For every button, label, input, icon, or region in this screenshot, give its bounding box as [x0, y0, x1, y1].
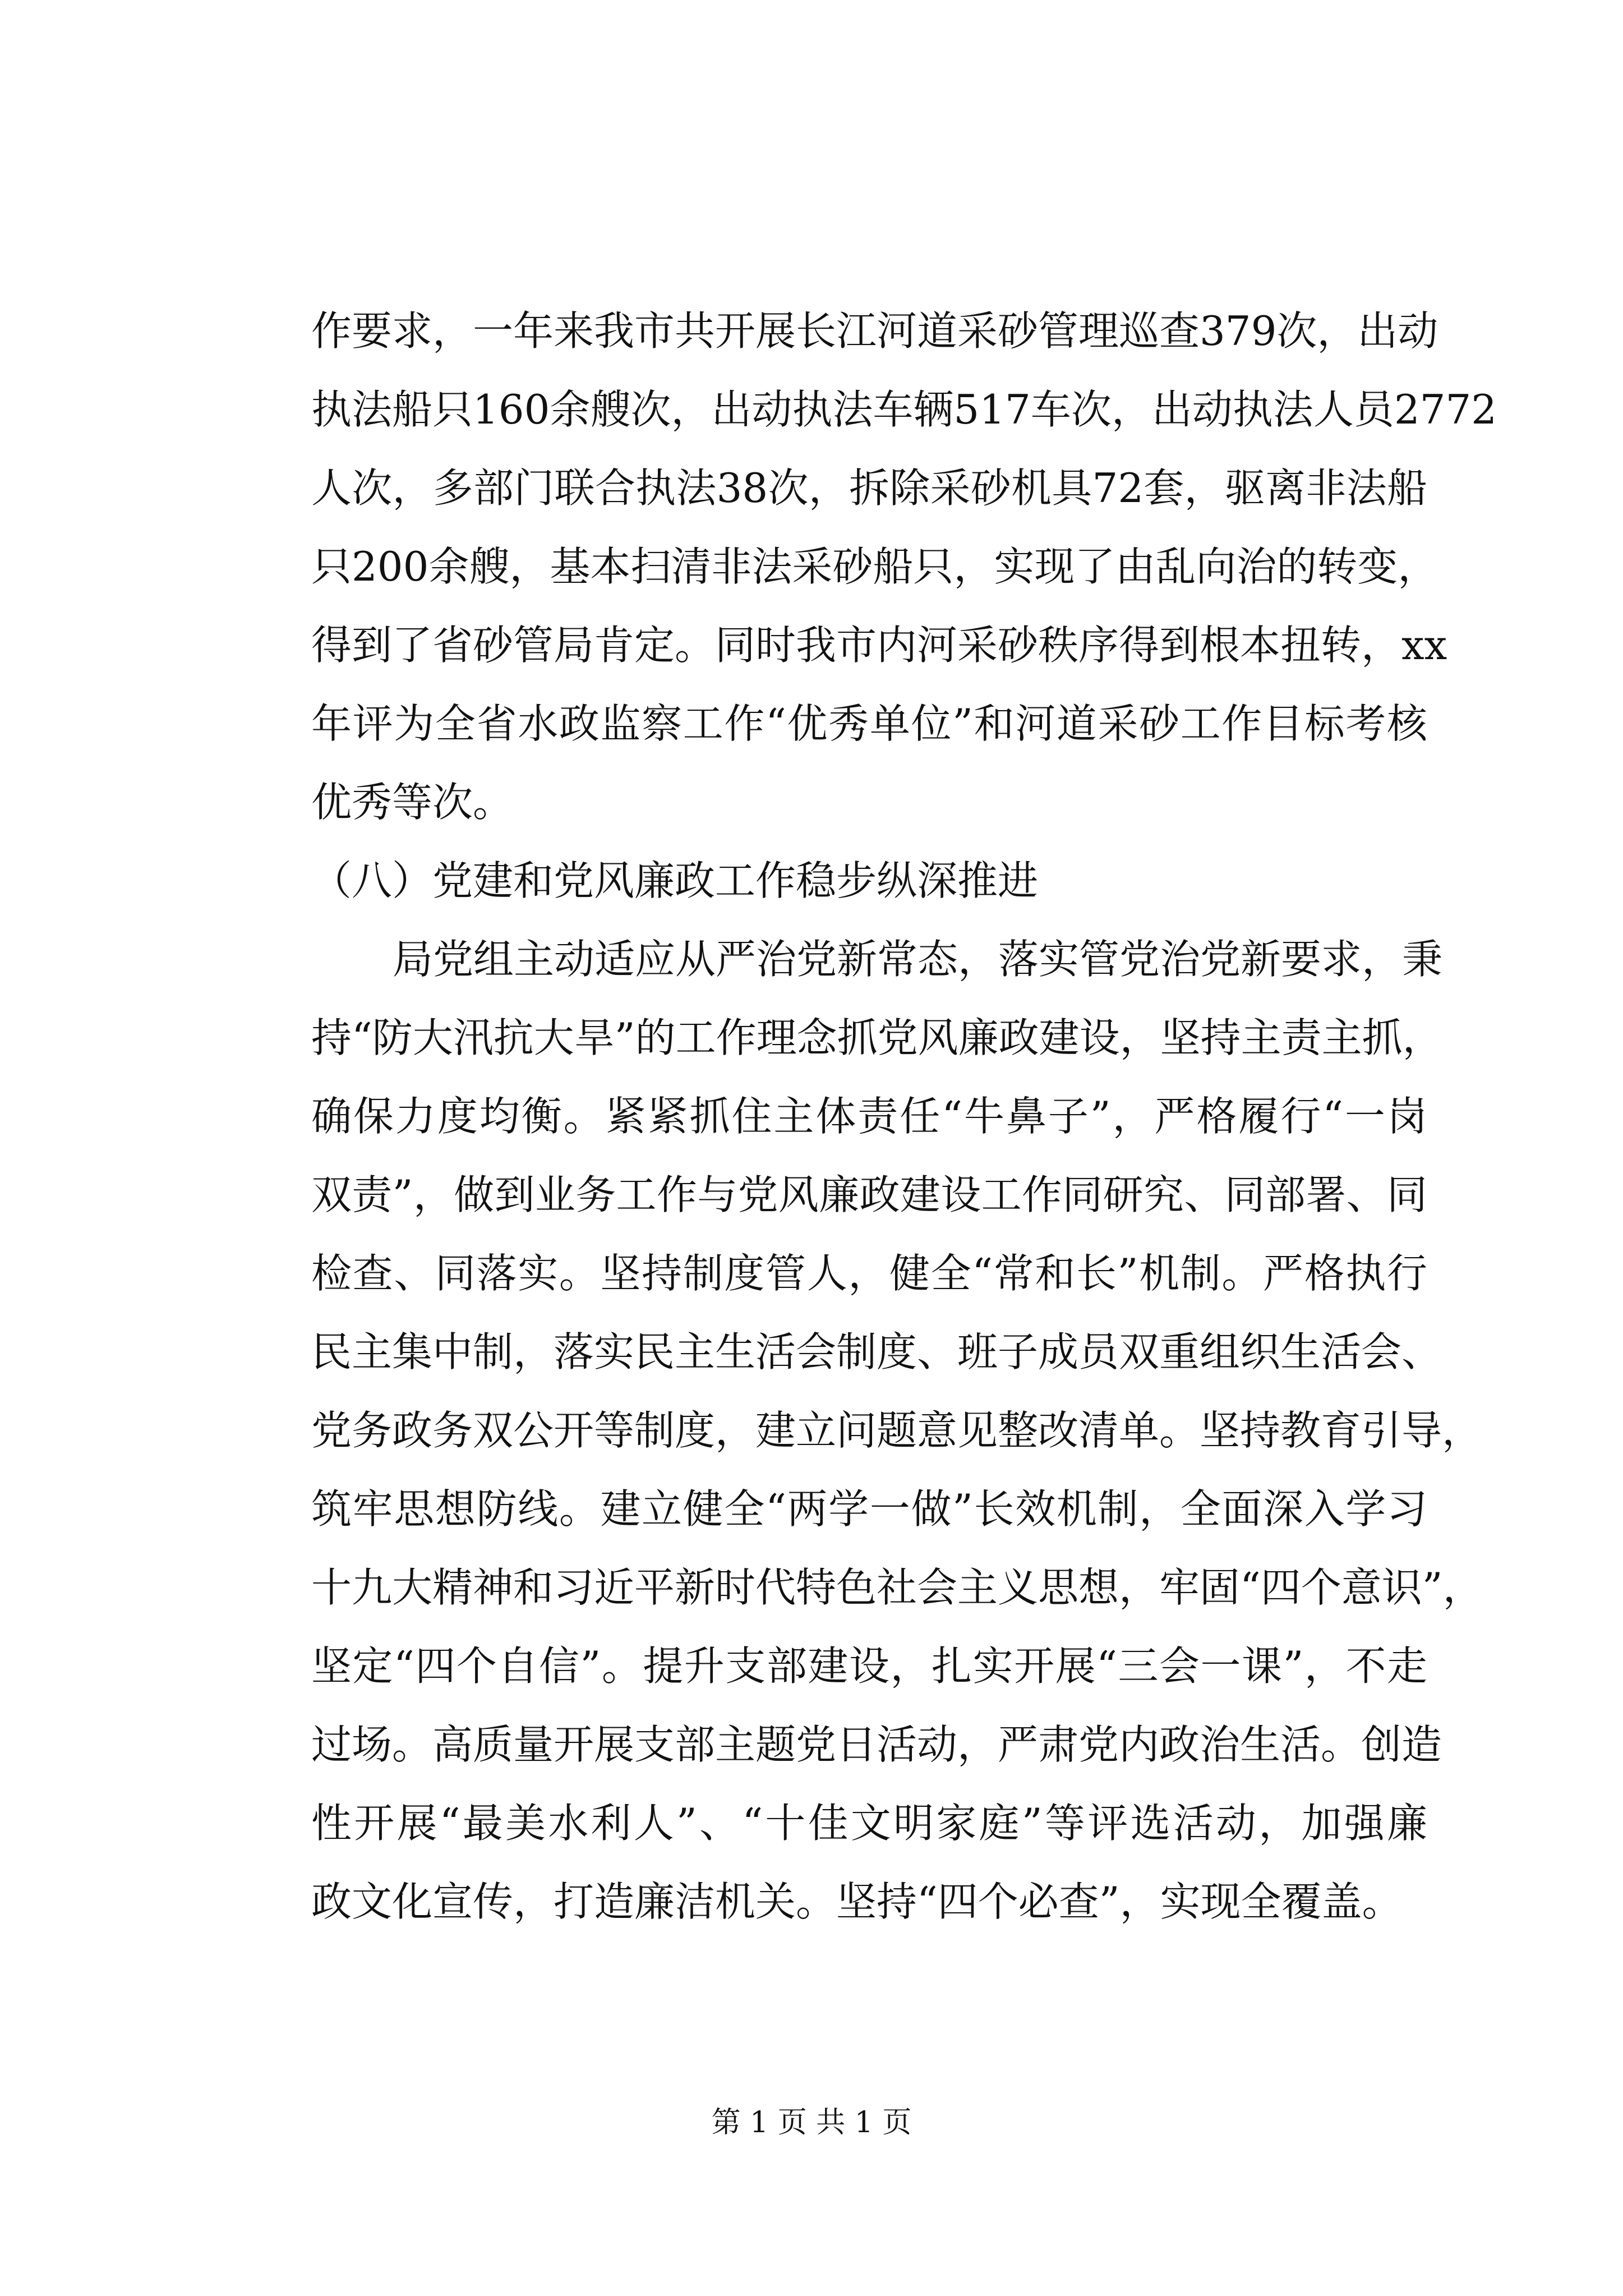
paragraph-line: 作要求，一年来我市共开展长江河道采砂管理巡查379次，出动 [311, 307, 1438, 355]
paragraph-line: 政文化宣传，打造廉洁机关。坚持“四个必查”，实现全覆盖。 [311, 1878, 1403, 1925]
paragraph-line: 党务政务双公开等制度，建立问题意见整改清单。坚持教育引导， [311, 1407, 1483, 1454]
paragraph-line: 持“防大汛抗大旱”的工作理念抓党风廉政建设，坚持主责主抓， [311, 1014, 1443, 1061]
paragraph-line: 坚定“四个自信”。提升支部建设，扎实开展“三会一课”，不走 [311, 1642, 1427, 1690]
paragraph-line: 得到了省砂管局肯定。同时我市内河采砂秩序得到根本扭转，xx [311, 622, 1447, 669]
paragraph-line: 年评为全省水政监察工作“优秀单位”和河道采砂工作目标考核 [311, 700, 1427, 747]
section-heading-text: （八）党建和党风廉政工作稳步纵深推进 [311, 857, 1039, 904]
paragraph-line: 筑牢思想防线。建立健全“两学一做”长效机制，全面深入学习 [311, 1485, 1427, 1533]
paragraph-line: 性开展“最美水利人”、“十佳文明家庭”等评选活动，加强廉 [311, 1800, 1427, 1847]
page-footer: 第 1 页 共 1 页 [711, 2106, 912, 2139]
paragraph-line: 确保力度均衡。紧紧抓住主体责任“牛鼻子”，严格履行“一岗 [311, 1093, 1427, 1140]
paragraph-line: 十九大精神和习近平新时代特色社会主义思想，牢固“四个意识”， [311, 1564, 1483, 1611]
paragraph-line: 优秀等次。 [311, 779, 514, 826]
paragraph-line: 检查、同落实。坚持制度管人，健全“常和长”机制。严格执行 [311, 1250, 1427, 1297]
paragraph-line: 双责”，做到业务工作与党风廉政建设工作同研究、同部署、同 [311, 1171, 1427, 1218]
paragraph-line: 人次，多部门联合执法38次，拆除采砂机具72套，驱离非法船 [311, 464, 1427, 512]
paragraph-line: 只200余艘，基本扫清非法采砂船只，实现了由乱向治的转变， [311, 543, 1438, 590]
paragraph-line: 执法船只160余艘次，出动执法车辆517车次，出动执法人员2772 [311, 386, 1497, 433]
section-heading [311, 855, 1427, 906]
paragraph-line: 民主集中制，落实民主生活会制度、班子成员双重组织生活会、 [311, 1328, 1442, 1375]
paragraph-line-first: 局党组主动适应从严治党新常态，落实管党治党新要求，秉 [393, 936, 1443, 983]
paragraph-line: 过场。高质量开展支部主题党日活动，严肃党内政治生活。创造 [311, 1721, 1442, 1768]
